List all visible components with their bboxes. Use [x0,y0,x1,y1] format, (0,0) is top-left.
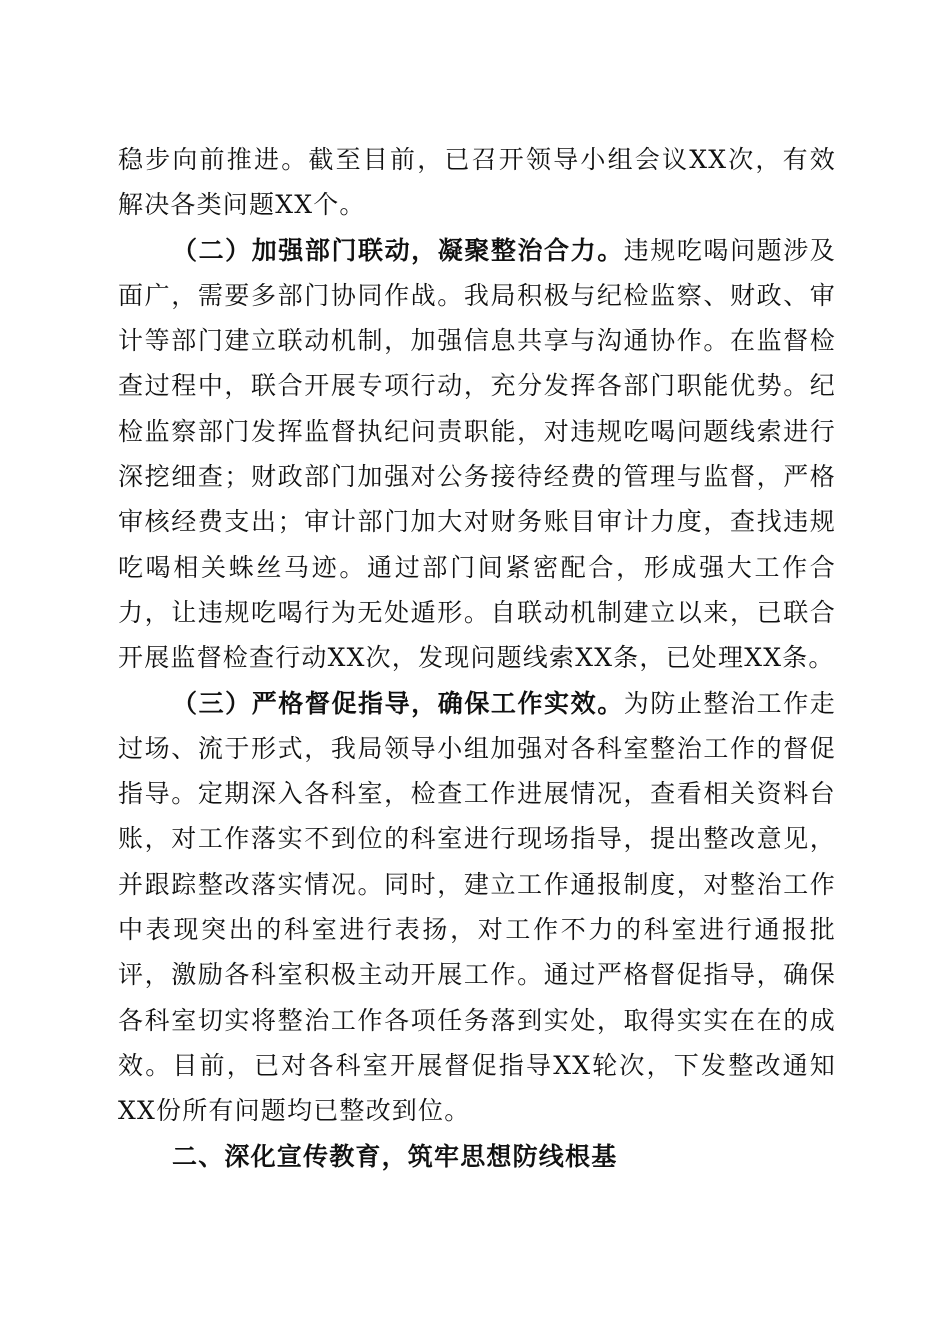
paragraph-lead-heading: （三）严格督促指导，确保工作实效。 [172,688,624,718]
section-heading: 二、深化宣传教育，筑牢思想防线根基 [172,1141,618,1171]
paragraph-text: 违规吃喝问题涉及面广，需要多部门协同作战。我局积极与纪检监察、财政、审计等部门建立联动机制，加强信息共享与沟通协作。在监督检查过程中，联合开展专项行动，充分发挥各部门职能优势。纪检监察部门发挥监督执纪问责职能，对违规吃喝问题线索进行深挖细查；财政部门加强对公务接待经费的管理与监督，严格审核经费支出；审计部门加大对财务账目审计力度，查找违规吃喝相关蛛丝马迹。通过部门间紧密配合，形成强大工作合力，让违规吃喝行为无处遁形。自联动机制建立以来，已联合开展监督检查行动XX次，发现问题线索XX条，已处理XX条。 [118,235,836,673]
paragraph-lead-heading: （二）加强部门联动，凝聚整治合力。 [172,235,624,265]
document-body [118,137,836,1179]
paragraph-text: 为防止整治工作走过场、流于形式，我局领导小组加强对各科室整治工作的督促指导。定期深入各科室，检查工作进展情况，查看相关资料台账，对工作落实不到位的科室进行现场指导，提出整改意见，并跟踪整改落实情况。同时，建立工作通报制度，对整治工作中表现突出的科室进行表扬，对工作不力的科室进行通报批评，激励各科室积极主动开展工作。通过严格督促指导，确保各科室切实将整治工作各项任务落到实处，取得实实在在的成效。目前，已对各科室开展督促指导XX轮次，下发整改通知XX份所有问题均已整改到位。 [118,688,836,1126]
paragraph-supervision-guidance [118,681,836,1134]
paragraph-continuation [118,137,836,228]
paragraph-text: 稳步向前推进。截至目前，已召开领导小组会议XX次，有效解决各类问题XX个。 [118,145,836,220]
paragraph-department-coordination [118,228,836,681]
